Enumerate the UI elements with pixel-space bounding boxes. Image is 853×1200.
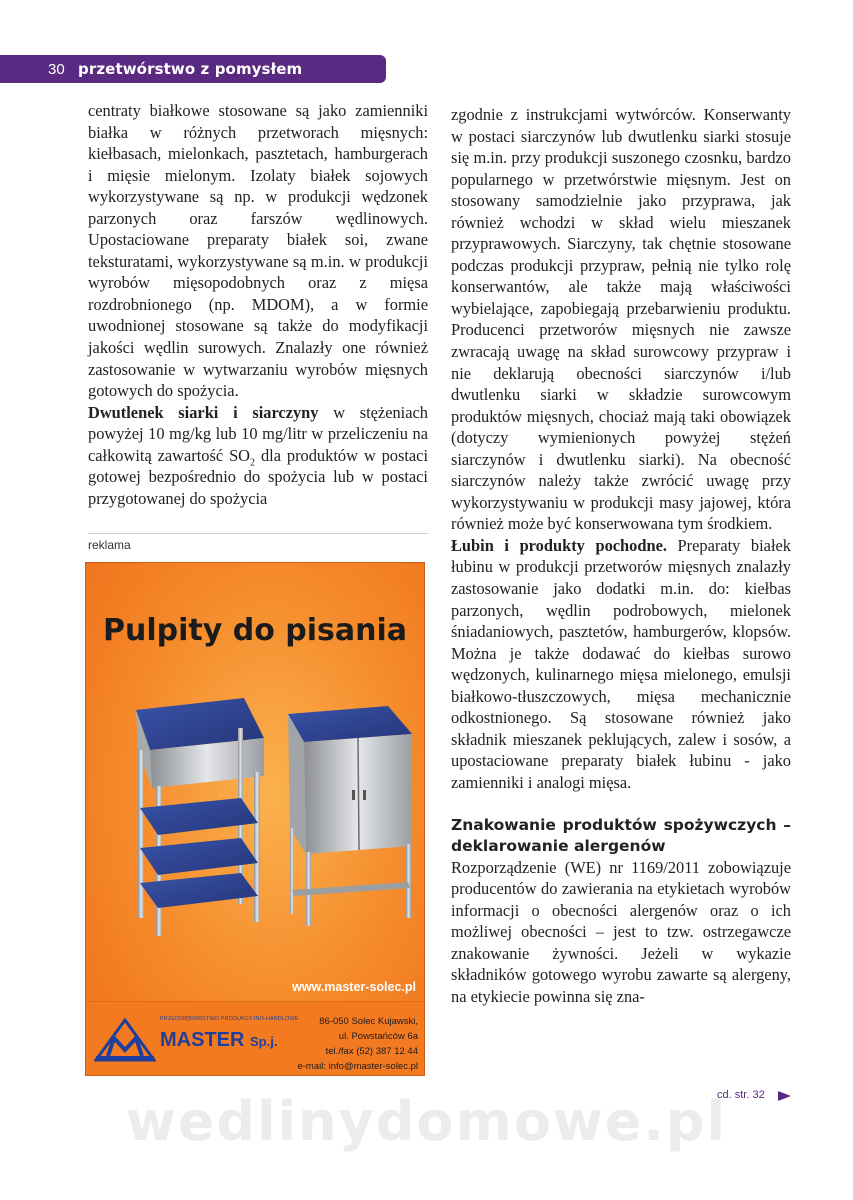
paragraph-lupin-lead: Łubin i produkty pochodne.: [451, 535, 667, 555]
ad-footer: [86, 1001, 424, 1076]
paragraph-sulfites: [88, 402, 428, 510]
desk-products-illustration: [126, 698, 416, 938]
phone-number: tel./fax (52) 387 12 44: [325, 1046, 418, 1057]
advertisement[interactable]: [85, 562, 425, 1076]
right-column: [451, 104, 791, 1007]
ad-divider: [88, 533, 428, 534]
company-type: PRZEDSIĘBIORSTWO PRODUKCYJNO-HANDLOWE: [160, 1016, 299, 1022]
continue-link[interactable]: cd. str. 32: [717, 1089, 765, 1101]
company-suffix: Sp.j.: [250, 1034, 278, 1049]
ad-label: reklama: [88, 538, 131, 552]
address-line-2: ul. Powstańców 6a: [338, 1031, 418, 1042]
company-name-main: MASTER: [160, 1029, 245, 1051]
paragraph-sulfites-text-b: dla produktów w postaci gotowej bezpośrednio do spożycia lub w postaci przygotowanej do spożycia: [88, 445, 429, 508]
paragraph-sulfites-text-a: w stężeniach powyżej 10 mg/kg lub 10 mg/litr w przeliczeniu na całkowitą zawartość SO: [88, 402, 428, 465]
company-name: [160, 1029, 277, 1052]
section-header-bar: [0, 55, 386, 83]
ad-website[interactable]: www.master-solec.pl: [292, 980, 416, 994]
page-number: 30: [48, 60, 65, 78]
section-title: przetwórstwo z pomysłem: [78, 60, 303, 78]
paragraph-sulfites-continued: zgodnie z instrukcjami wytwórców. Konserwanty w postaci siarczynów lub dwutlenku siarki stosuje się m.in. przy produkcji suszonego czosnku, bardzo popularnego w przetwórstwie mięsnym. Jest on stosowany samodzielnie jako przyprawa, jak również wchodzi w skład wielu mieszanek przyprawowych. Siarczyny, tak chętnie stosowane podczas produkcji przypraw, pełnią nie tylko rolę konserwantów, ale także mają właściwości wybielające, zapobiegają przebarwieniu produktu. Producenci przetworów mięsnych nie zawsze zwracają uwagę na skład surowcowy przypraw i nie deklarują obecności siarczynów i/lub dwutlenku siarki w składzie surowcowym produktów mięsnych, chociaż mają taki obowiązek (dotyczy wymienionych powyżej stężeń siarczynów i dwutlenku siarki). Na obecność siarczynów należy także zwrócić uwagę przy wykorzystywaniu w produkcji masy jajowej, która również może być konserwowana tym środkiem.: [451, 105, 791, 534]
paragraph-lupin-text: Preparaty białek łubinu w produkcji przetworów mięsnych znalazły zastosowanie jako dodatki m.in. do: kiełbas parzonych, wędlin podrobowych, mielonek śniadaniowych, pasztetów, hamburgerów, klopsów. Można je także dodawać do kiełbas surowo wędzonych, kulinarnego mięsa mielonego, emulsji białkowo-tłuszczowych, mięsa mechanicznie odkostnionego. Są stosowane również jako składnik mieszanek peklujących, zalew i sosów, a upostaciowane preparaty białek łubinu - jako zamienniki i analogi mięsa.: [451, 535, 791, 792]
allergen-labeling-heading: Znakowanie produktów spożywczych – deklarowanie alergenów: [451, 815, 791, 855]
paragraph-regulation: Rozporządzenie (WE) nr 1169/2011 zobowiązuje producentów do zawierania na etykietach wyrobów informacji o obecności alergenów oraz o ich możliwej obecności – jest to tzw. ostrzegawcze znakowanie żywności. Jeżeli w wykazie składników gotowego wyrobu zawarte są alergeny, na etykiecie powinna się zna-: [451, 857, 791, 1006]
master-logo-icon: [94, 1016, 156, 1062]
paragraph-protein-concentrates: centraty białkowe stosowane są jako zamienniki białka w różnych przetworach mięsnych: kiełbasach, mielonkach, pasztetach, hamburgerach i mięsie mielonym. Izolaty białek sojowych wykorzystywane są np. w produkcji wędzonek parzonych oraz farszów wędlinowych. Upostaciowane preparaty białek soi, zwane teksturatami, wykorzystywane są m.in. w produkcji wyrobów mięsopodobnych oraz z mięsa rozdrobnionego (np. MDOM), a w formie uwodnionej stosowane są także do modyfikacji jakości wędlin surowych. Znalazły one również zastosowanie w wytwarzaniu wyrobów mięsnych gotowych do spożycia.: [88, 101, 428, 401]
paragraph-lupin: [451, 535, 791, 794]
paragraph-sulfites-lead: Dwutlenek siarki i siarczyny: [88, 402, 319, 422]
so2-subscript: 2: [250, 457, 256, 469]
ad-title: Pulpity do pisania: [103, 613, 407, 648]
company-address: [297, 1014, 418, 1074]
watermark: wedlinydomowe.pl: [125, 1090, 728, 1153]
address-line-1: 86-050 Solec Kujawski,: [319, 1016, 418, 1027]
left-column: [88, 100, 428, 509]
email-address[interactable]: e-mail: info@master-solec.pl: [297, 1061, 418, 1072]
